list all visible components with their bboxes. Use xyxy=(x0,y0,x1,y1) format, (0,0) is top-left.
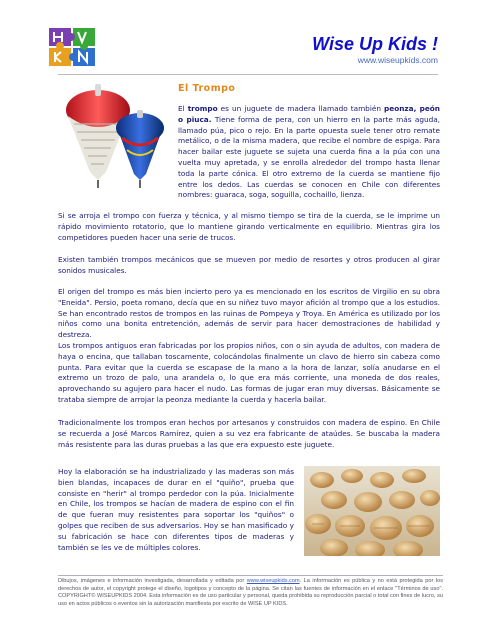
spinning-tops-image xyxy=(60,80,168,190)
paragraph-today: Hoy la elaboración se ha industrializado y las maderas son más bien blandas, incapaces de durar en el "quiño", prueba que consiste en "herir" al trompo perdedor con la púa. Inicialmente en Chile, los trompos se hacían de madera de espino con el fin de que fueran muy resistentes para soportar los "quiños" o golpes que reciben de sus adversarios. Hoy se han masificado y su fabricación se hace con diferentes tipos de maderas y también se les ve de múltiples colores. xyxy=(58,467,294,552)
footer-site-link[interactable]: www.wiseupkids.com xyxy=(246,578,300,584)
paragraph-traditional: Tradicionalmente los trompos eran hechos por artesanos y construidos con madera de espino. En Chile se recuerda a José Marcos Ramírez, quien a su vez era fabricante de ataúdes. Se buscaba la madera más resistente para las duras pruebas a las que era expuesto este juguete. xyxy=(58,418,440,449)
paragraph-spin: Si se arroja el trompo con fuerza y técnica, y al mismo tiempo se tira de la cuerda, se le imprime un rápido movimiento rotatorio, que lo mantiene girando verticalmente en equilibrio. Mientras gira los competidores pueden hacer una serie de trucos. xyxy=(58,211,440,242)
tops-collection-photo xyxy=(304,466,440,556)
puzzle-logo-icon[interactable] xyxy=(47,26,99,68)
brand-block xyxy=(312,34,438,66)
paragraph-mechanical: Existen también trompos mecánicos que se mueven por medio de resortes y otros producen al girar sonidos musicales. xyxy=(58,255,440,275)
paragraph-intro: El trompo es un juguete de madera llamado también peonza, peón o piuca. Tiene forma de pera, con un hierro en la parte más aguda, llamado púa, pico o rejo. En la parte opuesta suele tener otro remate metálico, o de la misma madera, que recibe el nombre de espiga. Para hacer bailar este juguete se sujeta una cuerda fina a la púa con una vuelta muy apretada, y se enrolla alrededor del trompo hasta llenar toda la parte cónica. El otro extremo de la cuerda se mantiene fijo entre los dedos. Las cuerdas se conocen en Chile con diferentes nombres: guaraca, soga, soguilla, cochaillo, lienza. xyxy=(178,104,440,200)
brand-url-link[interactable]: www.wiseupkids.com xyxy=(357,55,438,65)
footer-disclaimer: Dibujos, imágenes e información investigada, desarrollada y editada por www.wiseupkids.com. La información es pública y no está protegida por los derechos de autor, el copyright protege el diseño, logotipos y concepto de la página. Se citan las fuentes de información en el enlace "Términos de uso". COPYRIGHT© WISEUPKIDS 2004. Esta información es de uso particular y personal, queda prohibida su reproducción parcial o total con fines de lucro, su uso en actos públicos o eventos sin la autorización manifiesta por escrito de WISE UP KIDS. xyxy=(58,575,443,608)
header-divider xyxy=(58,74,438,75)
paragraph-ancient: Los trompos antiguos eran fabricadas por los propios niños, con o sin ayuda de adultos, con madera de haya o encina, que tallaban toscamente, colocándolas finalmente un clavo de hierro sin cabeza como punta. Para evitar que la cuerda se escapase de la mano a la hora de lanzar, solía anudarse en el extremo un trozo de palo, una arandela o, lo que era más corriente, una moneda de dos reales, aprovechando su agujero para hacer el nudo. Las formas de jugar eran muy diversas. Básicamente se trataba siempre de arrojar la peonza mediante la cuerda y hacerla bailar. xyxy=(58,341,440,404)
brand-title: Wise Up Kids ! xyxy=(312,34,438,54)
paragraph-origin: El origen del trompo es más bien incierto pero ya es mencionado en los escritos de Virgilio en su obra "Eneida". Persio, poeta romano, decía que en su niñez tuvo mayor afición al trompo que a los estudios. Se han encontrado restos de trompos en las ruinas de Pompeya y Troya. En América es utilizado por los niños como una bonita entretención, además de servir para hacer demostraciones de habilidad y destreza. xyxy=(58,287,440,340)
article-heading: El Trompo xyxy=(178,83,236,94)
